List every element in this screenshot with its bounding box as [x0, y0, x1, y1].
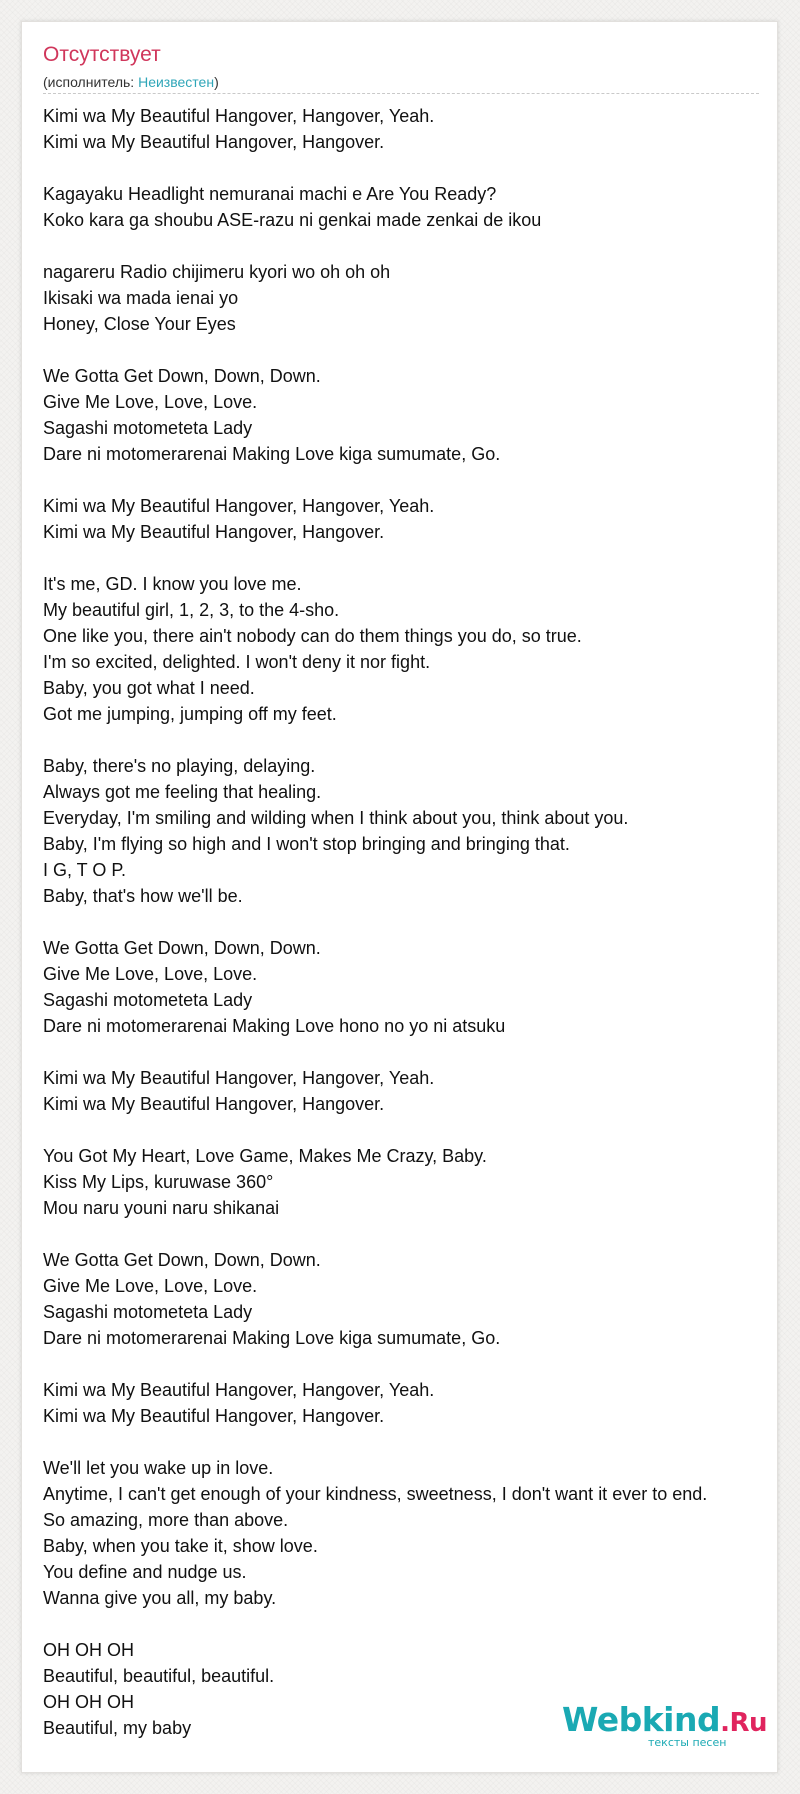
lyric-blank-line — [43, 233, 783, 259]
lyric-blank-line — [43, 545, 783, 571]
lyric-blank-line — [43, 727, 783, 753]
lyric-line: Sagashi motometeta Lady — [43, 1302, 253, 1322]
lyric-line: Mou naru youni naru shikanai — [43, 1198, 280, 1218]
lyric-blank-line — [43, 1611, 783, 1637]
lyric-line: One like you, there ain't nobody can do them things you do, so true. — [43, 626, 582, 646]
lyric-line: We Gotta Get Down, Down, Down. — [43, 1250, 321, 1270]
lyric-line: Got me jumping, jumping off my feet. — [43, 704, 337, 724]
lyric-line: You define and nudge us. — [43, 1562, 247, 1582]
lyric-line: Give Me Love, Love, Love. — [43, 1276, 258, 1296]
lyric-line: I'm so excited, delighted. I won't deny it nor fight. — [43, 652, 431, 672]
lyric-line: Dare ni motomerarenai Making Love kiga sumumate, Go. — [43, 444, 501, 464]
lyrics-card — [21, 21, 778, 1773]
webkind-logo[interactable] — [562, 1700, 772, 1752]
logo-tagline: тексты песен — [648, 1736, 727, 1749]
title-divider — [43, 93, 759, 94]
lyric-line: Sagashi motometeta Lady — [43, 418, 253, 438]
lyric-line: You Got My Heart, Love Game, Makes Me Crazy, Baby. — [43, 1146, 487, 1166]
lyric-line: Kimi wa My Beautiful Hangover, Hangover, Yeah. — [43, 496, 435, 516]
lyric-line: Give Me Love, Love, Love. — [43, 392, 258, 412]
lyric-line: Kiss My Lips, kuruwase 360° — [43, 1172, 274, 1192]
lyrics-text — [43, 103, 783, 1741]
lyric-line: Kimi wa My Beautiful Hangover, Hangover. — [43, 132, 385, 152]
logo-tld: .Ru — [720, 1708, 768, 1738]
lyric-line: My beautiful girl, 1, 2, 3, to the 4-sho. — [43, 600, 340, 620]
lyric-blank-line — [43, 337, 783, 363]
lyric-blank-line — [43, 155, 783, 181]
lyric-line: Honey, Close Your Eyes — [43, 314, 236, 334]
lyric-line: Kimi wa My Beautiful Hangover, Hangover, Yeah. — [43, 106, 435, 126]
lyric-line: Anytime, I can't get enough of your kindness, sweetness, I don't want it ever to end. — [43, 1484, 708, 1504]
lyric-line: Baby, you got what I need. — [43, 678, 255, 698]
lyric-line: So amazing, more than above. — [43, 1510, 289, 1530]
lyric-line: Baby, when you take it, show love. — [43, 1536, 318, 1556]
lyric-line: Kimi wa My Beautiful Hangover, Hangover, Yeah. — [43, 1068, 435, 1088]
artist-prefix: (исполнитель: — [43, 74, 139, 90]
lyric-line: We Gotta Get Down, Down, Down. — [43, 366, 321, 386]
lyric-line: I G, T O P. — [43, 860, 127, 880]
artist-suffix: ) — [214, 74, 219, 90]
lyric-line: Kimi wa My Beautiful Hangover, Hangover. — [43, 522, 385, 542]
logo-main-text: Webkind — [562, 1700, 721, 1739]
song-title: Отсутствует — [43, 43, 161, 66]
artist-link[interactable]: Неизвестен — [138, 74, 215, 90]
lyric-line: Ikisaki wa mada ienai yo — [43, 288, 239, 308]
artist-line — [43, 73, 219, 91]
lyric-line: Koko kara ga shoubu ASE-razu ni genkai made zenkai de ikou — [43, 210, 542, 230]
lyric-line: Kimi wa My Beautiful Hangover, Hangover. — [43, 1094, 385, 1114]
lyric-line: Dare ni motomerarenai Making Love kiga sumumate, Go. — [43, 1328, 501, 1348]
lyric-line: We'll let you wake up in love. — [43, 1458, 274, 1478]
lyric-line: Kimi wa My Beautiful Hangover, Hangover, Yeah. — [43, 1380, 435, 1400]
lyric-blank-line — [43, 467, 783, 493]
lyric-line: Always got me feeling that healing. — [43, 782, 322, 802]
lyric-line: OH OH OH — [43, 1640, 135, 1660]
lyric-line: Everyday, I'm smiling and wilding when I think about you, think about you. — [43, 808, 629, 828]
lyric-blank-line — [43, 1117, 783, 1143]
lyric-blank-line — [43, 1351, 783, 1377]
lyric-line: Baby, there's no playing, delaying. — [43, 756, 316, 776]
lyric-blank-line — [43, 1221, 783, 1247]
lyric-line: Dare ni motomerarenai Making Love hono no yo ni atsuku — [43, 1016, 506, 1036]
lyric-blank-line — [43, 1429, 783, 1455]
lyric-line: Beautiful, beautiful, beautiful. — [43, 1666, 275, 1686]
lyric-line: Beautiful, my baby — [43, 1718, 192, 1738]
lyric-blank-line — [43, 909, 783, 935]
lyric-line: Wanna give you all, my baby. — [43, 1588, 277, 1608]
lyric-line: OH OH OH — [43, 1692, 135, 1712]
lyric-line: Baby, that's how we'll be. — [43, 886, 243, 906]
lyric-line: Kagayaku Headlight nemuranai machi e Are You Ready? — [43, 184, 497, 204]
lyric-line: We Gotta Get Down, Down, Down. — [43, 938, 321, 958]
lyric-line: nagareru Radio chijimeru kyori wo oh oh oh — [43, 262, 391, 282]
lyric-line: Kimi wa My Beautiful Hangover, Hangover. — [43, 1406, 385, 1426]
lyric-blank-line — [43, 1039, 783, 1065]
lyric-line: It's me, GD. I know you love me. — [43, 574, 302, 594]
lyric-line: Baby, I'm flying so high and I won't stop bringing and bringing that. — [43, 834, 570, 854]
lyric-line: Sagashi motometeta Lady — [43, 990, 253, 1010]
lyric-line: Give Me Love, Love, Love. — [43, 964, 258, 984]
